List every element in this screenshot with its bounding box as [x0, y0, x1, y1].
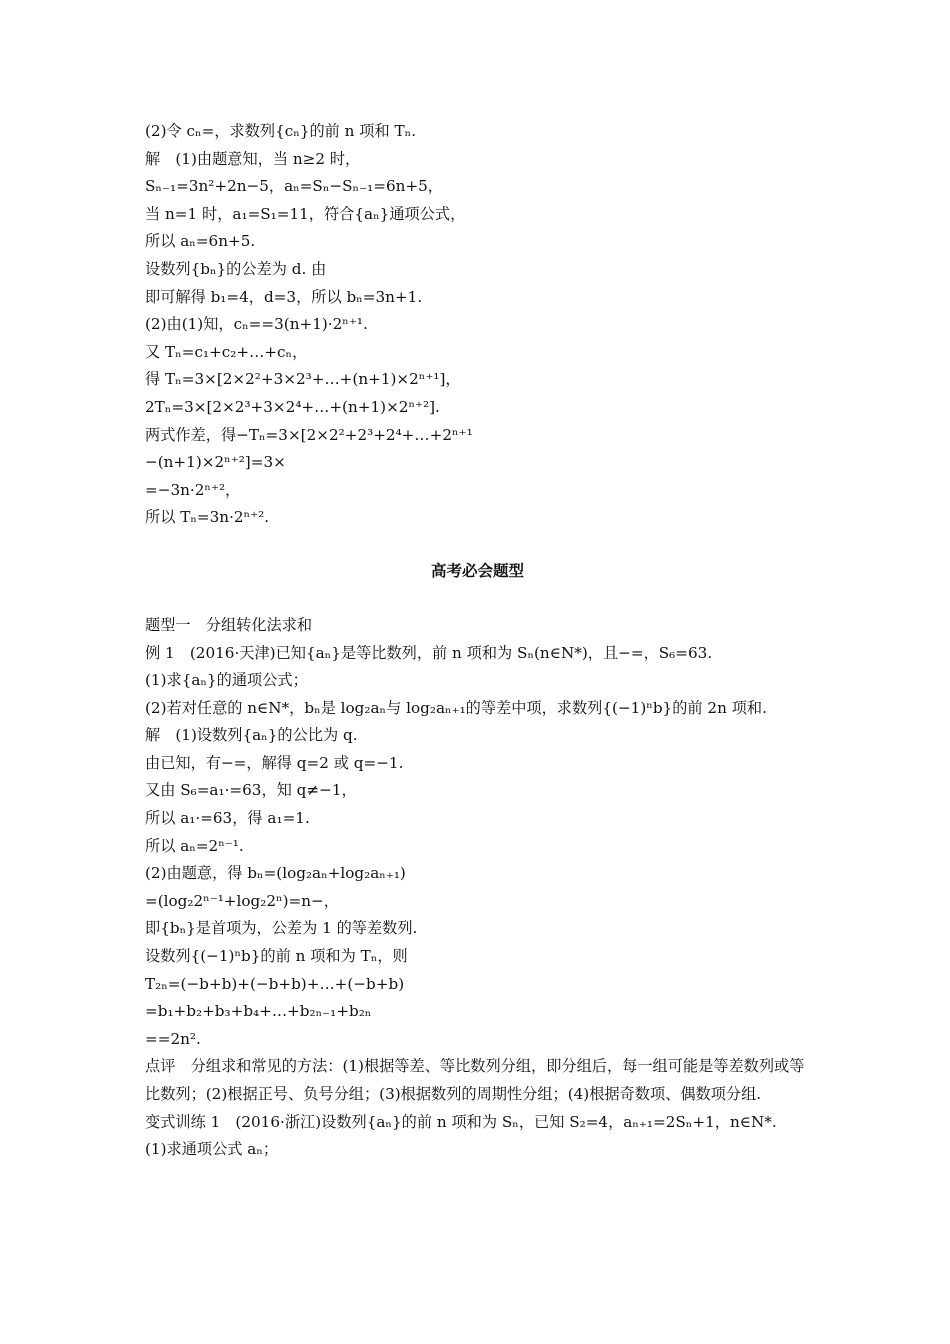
- comment-paragraph: 点评 分组求和常见的方法：(1)根据等差、等比数列分组，即分组后，每一组可能是等差数列或等比数列；(2)根据正号、负号分组；(3)根据数列的周期性分组；(4)根据奇数项、偶数项分组.: [145, 1057, 805, 1103]
- text-line: 当 n=1 时，a₁=S₁=11，符合{aₙ}通项公式，: [145, 204, 466, 223]
- text-line: T₂ₙ=(−b+b)+(−b+b)+…+(−b+b): [145, 974, 405, 993]
- text-line: 又由 S₆=a₁·=63，知 q≠−1，: [145, 781, 357, 800]
- section-heading: 高考必会题型: [430, 561, 524, 580]
- text-line: 设数列{bₙ}的公差为 d. 由: [145, 259, 327, 278]
- text-line: 解 (1)设数列{aₙ}的公比为 q.: [145, 726, 358, 745]
- text-line: 2Tₙ=3×[2×2³+3×2⁴+…+(n+1)×2ⁿ⁺²].: [145, 397, 440, 416]
- text-line: 即{bₙ}是首项为，公差为 1 的等差数列.: [145, 919, 418, 938]
- text-line: (2)由(1)知，cₙ==3(n+1)·2ⁿ⁺¹.: [145, 315, 368, 334]
- page-content: [145, 118, 810, 1164]
- text-line: ==2n².: [145, 1029, 201, 1048]
- text-line: =−3n·2ⁿ⁺²，: [145, 480, 241, 499]
- text-line: (2)令 cₙ=，求数列{cₙ}的前 n 项和 Tₙ.: [145, 122, 417, 140]
- text-line: (1)求通项公式 aₙ；: [145, 1140, 279, 1159]
- text-line: 变式训练 1 (2016·浙江)设数列{aₙ}的前 n 项和为 Sₙ，已知 S₂=4，aₙ₊₁=2Sₙ+1，n∈N*.: [145, 1112, 777, 1131]
- text-line: 设数列{(−1)ⁿb}的前 n 项和为 Tₙ，则: [145, 947, 408, 966]
- text-line: −(n+1)×2ⁿ⁺²]=3×: [145, 453, 286, 472]
- text-line: (2)由题意，得 bₙ=(log₂aₙ+log₂aₙ₊₁): [145, 864, 406, 883]
- text-line: 所以 aₙ=2ⁿ⁻¹.: [145, 836, 244, 855]
- text-line: 题型一 分组转化法求和: [145, 615, 313, 634]
- text-line: 所以 aₙ=6n+5.: [145, 232, 256, 251]
- text-line: 两式作差，得−Tₙ=3×[2×2²+2³+2⁴+…+2ⁿ⁺¹: [145, 425, 473, 444]
- text-line: (1)求{aₙ}的通项公式；: [145, 671, 308, 690]
- text-line: Sₙ₋₁=3n²+2n−5，aₙ=Sₙ−Sₙ₋₁=6n+5，: [145, 177, 443, 196]
- text-line: (2)若对任意的 n∈N*，bₙ是 log₂aₙ与 log₂aₙ₊₁的等差中项，求数列{(−1)ⁿb}的前 2n 项和.: [145, 698, 767, 717]
- text-line: 由已知，有−=，解得 q=2 或 q=−1.: [145, 753, 404, 772]
- text-line: 所以 Tₙ=3n·2ⁿ⁺².: [145, 508, 270, 527]
- text-line: 解 (1)由题意知，当 n≥2 时，: [145, 149, 361, 168]
- text-line: 例 1 (2016·天津)已知{aₙ}是等比数列，前 n 项和为 Sₙ(n∈N*)，且−=，S₆=63.: [145, 643, 713, 662]
- text-line: 得 Tₙ=3×[2×2²+3×2³+…+(n+1)×2ⁿ⁺¹]，: [145, 370, 461, 389]
- text-line: 又 Tₙ=c₁+c₂+…+cₙ，: [145, 342, 308, 361]
- text-line: 所以 a₁·=63，得 a₁=1.: [145, 809, 310, 828]
- text-line: =b₁+b₂+b₃+b₄+…+b₂ₙ₋₁+b₂ₙ: [145, 1002, 372, 1021]
- text-line: =(log₂2ⁿ⁻¹+log₂2ⁿ)=n−，: [145, 891, 339, 910]
- text-line: 即可解得 b₁=4，d=3，所以 bₙ=3n+1.: [145, 287, 423, 306]
